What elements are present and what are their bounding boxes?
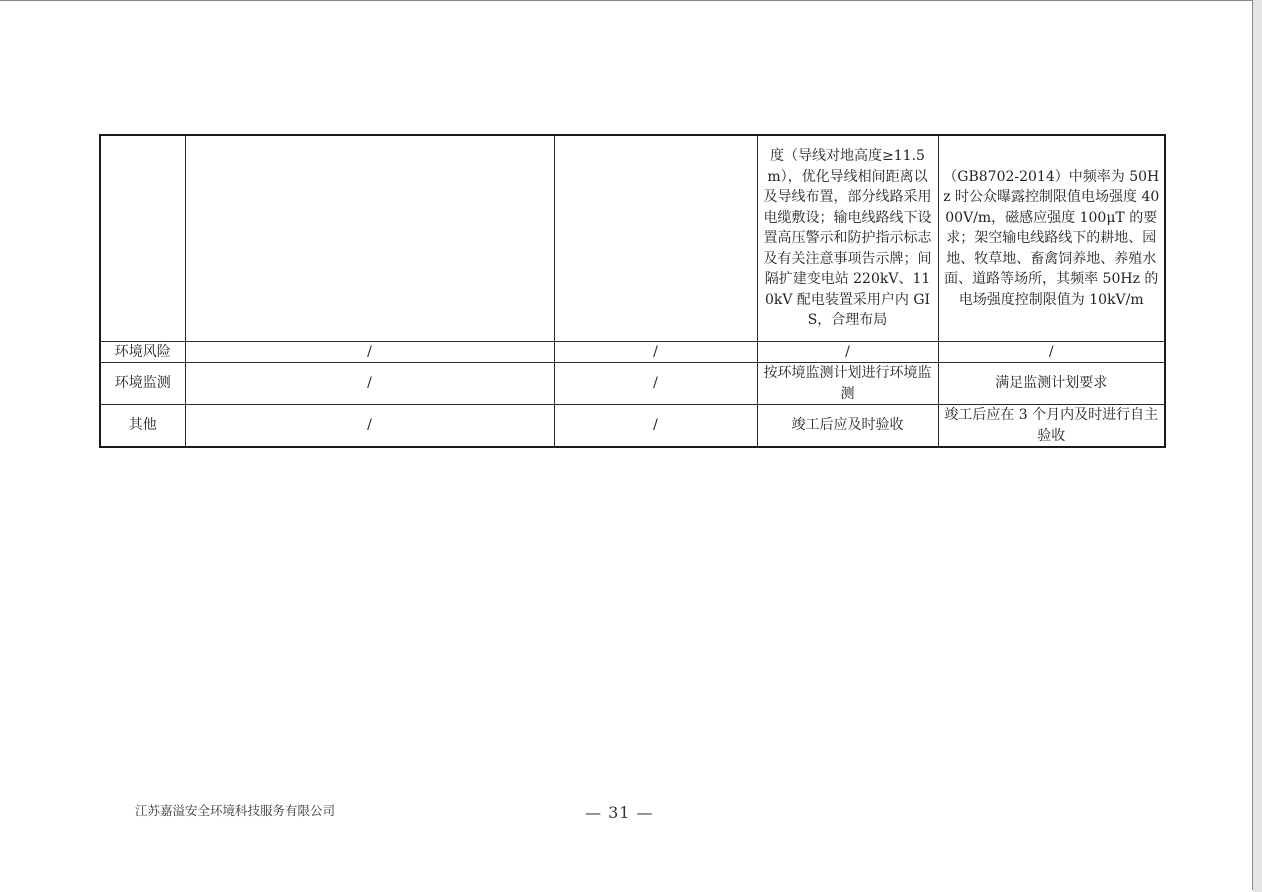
table-cell: / (185, 341, 554, 363)
page-edge-shadow (1253, 0, 1262, 892)
measures-text-cell: 度（导线对地高度≥11.5m），优化导线相间距离以及导线布置，部分线路采用电缆敷设；输电线路线下设置高压警示和防护指示标志及有关注意事项告示牌；间隔扩建变电站 220kV、110kV 配电装置采用户内 GIS，合理布局 (757, 135, 938, 341)
table-cell: 竣工后应及时验收 (757, 405, 938, 448)
table-row-risk (100, 341, 1165, 363)
table-row-continued (100, 135, 1165, 341)
page-number: — 31 — (585, 803, 654, 822)
row-label-cell: 其他 (100, 405, 185, 448)
table-cell: 竣工后应在 3 个月内及时进行自主验收 (938, 405, 1165, 448)
table-row-monitor (100, 363, 1165, 405)
table-cell: / (554, 363, 757, 405)
table-cell (185, 135, 554, 341)
measures-table (99, 134, 1166, 448)
row-label-cell (100, 135, 185, 341)
standard-text-cell: （GB8702-2014）中频率为 50Hz 时公众曝露控制限值电场强度 4000V/m，磁感应强度 100μT 的要求；架空输电线路线下的耕地、园地、牧草地、畜禽饲养地、养殖水面、道路等场所，其频率 50Hz 的电场强度控制限值为 10kV/m (938, 135, 1165, 341)
table-cell: 满足监测计划要求 (938, 363, 1165, 405)
table-cell (554, 135, 757, 341)
table-cell: / (554, 341, 757, 363)
table-cell: 按环境监测计划进行环境监测 (757, 363, 938, 405)
row-label-cell: 环境风险 (100, 341, 185, 363)
table-cell: / (757, 341, 938, 363)
table-cell: / (554, 405, 757, 448)
table-cell: / (185, 363, 554, 405)
table-cell: / (185, 405, 554, 448)
row-label-cell: 环境监测 (100, 363, 185, 405)
table-row-other (100, 405, 1165, 448)
table-cell: / (938, 341, 1165, 363)
footer-company-name: 江苏嘉溢安全环境科技服务有限公司 (135, 803, 336, 818)
